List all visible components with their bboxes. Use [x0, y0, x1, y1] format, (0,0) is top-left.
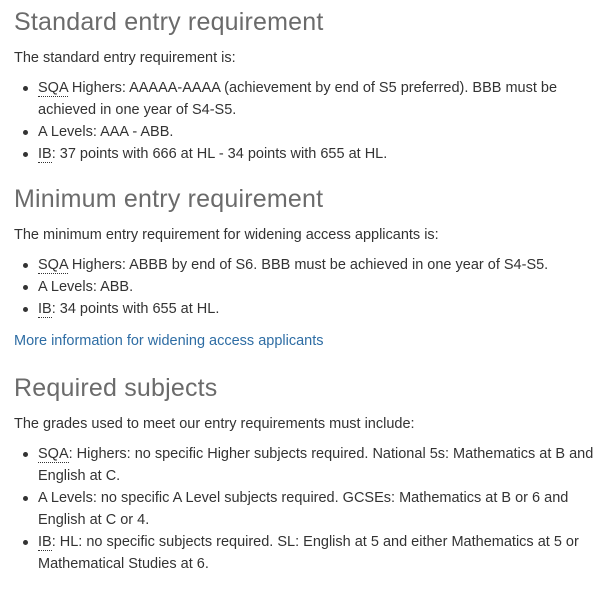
required-subjects-section [14, 372, 602, 575]
minimum-entry-heading: Minimum entry requirement [14, 185, 324, 213]
widening-access-link[interactable]: More information for widening access applicants [14, 333, 324, 349]
list-item-sqa [38, 77, 602, 121]
list-item-sqa [38, 443, 602, 487]
minimum-entry-section [14, 183, 602, 352]
standard-entry-list [14, 77, 602, 165]
standard-entry-heading: Standard entry requirement [14, 8, 324, 36]
list-item-text: : 34 points with 655 at HL. [51, 301, 220, 317]
sqa-abbreviation[interactable]: SQA [38, 257, 68, 273]
list-item-text: Highers: AAAAA-AAAA (achievement by end of S5 preferred). BBB must be achieved in one year of S4-S5. [38, 80, 558, 118]
list-item-text: A Levels: AAA - ABB. [38, 124, 174, 140]
list-item-a-levels [38, 487, 602, 531]
sqa-abbreviation[interactable]: SQA [38, 80, 68, 96]
ib-abbreviation[interactable]: IB [38, 301, 52, 317]
list-item-text: A Levels: no specific A Level subjects required. GCSEs: Mathematics at B or 6 and English at C or 4. [38, 490, 569, 528]
ib-abbreviation[interactable]: IB [38, 534, 52, 550]
list-item-sqa [38, 254, 602, 276]
standard-entry-section [14, 6, 602, 165]
list-item-text: Highers: ABBB by end of S6. BBB must be achieved in one year of S4-S5. [67, 257, 549, 273]
list-item-text: A Levels: ABB. [38, 279, 134, 295]
list-item-a-levels [38, 276, 602, 298]
list-item-text: : HL: no specific subjects required. SL: English at 5 and either Mathematics at 5 or Mathematical Studies at 6. [38, 534, 579, 572]
ib-abbreviation[interactable]: IB [38, 146, 52, 162]
standard-entry-intro: The standard entry requirement is: [14, 50, 236, 66]
list-item-text: : Highers: no specific Higher subjects required. National 5s: Mathematics at B and English at C. [38, 446, 594, 484]
list-item-a-levels [38, 121, 602, 143]
sqa-abbreviation[interactable]: SQA [38, 446, 69, 462]
list-item-text: : 37 points with 666 at HL - 34 points with 655 at HL. [51, 146, 388, 162]
list-item-ib [38, 531, 602, 575]
required-subjects-intro: The grades used to meet our entry requirements must include: [14, 416, 415, 432]
list-item-ib [38, 298, 602, 320]
list-item-ib [38, 143, 602, 165]
minimum-entry-intro: The minimum entry requirement for widening access applicants is: [14, 227, 439, 243]
required-subjects-heading: Required subjects [14, 374, 218, 402]
required-subjects-list [14, 443, 602, 575]
minimum-entry-list [14, 254, 602, 320]
